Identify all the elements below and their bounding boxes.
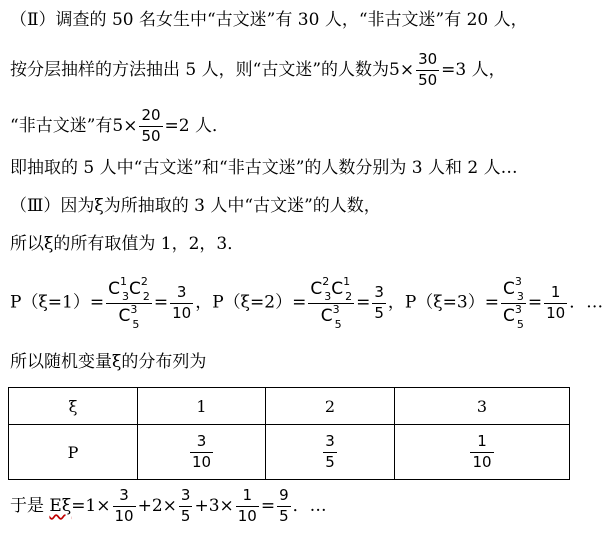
sup: 1 — [119, 275, 127, 288]
combination-c32 — [310, 275, 332, 304]
line-stratified-sampling — [10, 52, 506, 89]
numerator: 3 — [325, 431, 335, 450]
text: “非古文迷”有 — [10, 115, 113, 136]
fraction-combination-p3 — [501, 275, 526, 331]
probability-cell — [266, 425, 395, 480]
denominator: 10 — [546, 303, 566, 322]
denominator: 10 — [191, 452, 212, 471]
separator: ， — [195, 292, 213, 313]
denominator — [117, 302, 142, 331]
sub: 5 — [132, 317, 140, 331]
combination-c21 — [331, 275, 353, 304]
line-probabilities — [10, 275, 604, 331]
denominator: 5 — [325, 452, 335, 471]
numerator: 3 — [196, 431, 207, 450]
combination-c53 — [502, 302, 524, 331]
numerator: 3 — [176, 282, 187, 301]
equals: = — [527, 292, 543, 313]
numerator: 1 — [477, 431, 487, 450]
header-cell: 3 — [395, 388, 570, 425]
text: 5× — [112, 115, 138, 136]
numerator: 3 — [119, 486, 129, 504]
fraction — [113, 488, 136, 525]
c: C — [128, 278, 141, 299]
numerator: 1 — [242, 486, 253, 504]
sup: 3 — [332, 302, 340, 316]
table-row — [9, 425, 570, 480]
sub: 2 — [142, 290, 150, 304]
fraction — [277, 488, 291, 525]
denominator: 5 — [279, 506, 289, 525]
line-values-of-xi: 所以ξ的所有取值为 1，2，3． — [10, 234, 245, 254]
fraction-20-50 — [139, 108, 162, 145]
c: C — [108, 278, 120, 299]
fraction — [179, 488, 193, 525]
sub: 5 — [334, 317, 342, 331]
sub: 3 — [121, 290, 129, 304]
fraction-combination-p2 — [308, 275, 354, 331]
denominator — [319, 302, 344, 331]
header-cell: 2 — [266, 388, 395, 425]
denominator: 50 — [418, 70, 438, 89]
ending: ．… — [292, 495, 327, 516]
numerator: 9 — [279, 486, 289, 504]
denominator: 50 — [141, 126, 161, 145]
denominator: 10 — [472, 452, 492, 471]
separator: ， — [387, 292, 405, 313]
text: 按分层抽样的方法抽出 5 人，则“古文迷”的人数为 — [10, 59, 390, 80]
sub: 5 — [516, 317, 524, 331]
probability-cell — [395, 425, 570, 480]
numerator: 1 — [550, 282, 561, 301]
combination-c33 — [502, 275, 524, 304]
combination-c53 — [320, 302, 342, 331]
sub: 2 — [345, 290, 353, 304]
equals: = — [356, 292, 371, 313]
sup: 3 — [514, 302, 522, 316]
p3-label: P（ξ=3）= — [404, 292, 499, 313]
line-expectation — [10, 488, 327, 525]
header-cell: 1 — [138, 388, 266, 425]
expectation-symbol: Eξ — [49, 495, 72, 516]
sup: 1 — [343, 275, 351, 288]
distribution-table — [8, 387, 570, 480]
c: C — [310, 278, 323, 299]
text: =2 人． — [164, 115, 230, 136]
denominator: 10 — [114, 506, 134, 525]
fraction-3-10 — [170, 282, 193, 322]
row-label-cell: P — [9, 425, 138, 480]
text: 5× — [389, 59, 415, 80]
sub: 3 — [516, 290, 524, 304]
fraction-3-5 — [372, 282, 386, 322]
numerator: 3 — [374, 282, 384, 301]
denominator: 5 — [180, 506, 191, 525]
header-cell: ξ — [9, 388, 138, 425]
fraction — [323, 431, 337, 471]
fraction-combination-p1 — [106, 275, 152, 331]
line-non-fans-count — [10, 108, 229, 145]
line-sample-summary: 即抽取的 5 人中“古文迷”和“非古文迷”的人数分别为 3 人和 2 人… — [10, 158, 518, 178]
denominator — [501, 302, 526, 331]
line-part-ii-intro: （Ⅱ）调查的 50 名女生中“古文迷”有 30 人，“非古文迷”有 20 人， — [10, 10, 528, 30]
equals: = — [153, 292, 169, 313]
p1-label: P（ξ=1）= — [10, 292, 105, 313]
numerator — [308, 275, 354, 304]
fraction — [470, 431, 493, 471]
term: +2× — [137, 495, 177, 516]
combination-c31 — [108, 275, 129, 304]
fraction-30-50 — [416, 52, 439, 89]
c: C — [320, 306, 333, 327]
numerator: 3 — [180, 486, 191, 504]
table-row — [9, 388, 570, 425]
p2-label: P（ξ=2）= — [212, 292, 307, 313]
line-distribution-intro: 所以随机变量ξ的分布列为 — [10, 352, 207, 372]
sup: 2 — [140, 275, 148, 288]
denominator: 10 — [237, 506, 257, 525]
denominator: 10 — [172, 303, 192, 322]
fraction-1-10 — [544, 282, 567, 322]
sup: 3 — [130, 302, 138, 316]
numerator: 30 — [418, 50, 438, 68]
fraction — [236, 488, 259, 525]
numerator — [106, 275, 152, 304]
c: C — [331, 278, 344, 299]
term: +3× — [194, 495, 234, 516]
numerator — [501, 275, 526, 304]
probability-cell — [138, 425, 266, 480]
term: = — [260, 495, 276, 516]
fraction — [190, 431, 213, 471]
c: C — [502, 306, 515, 327]
denominator: 5 — [374, 303, 384, 322]
c: C — [118, 306, 131, 327]
sup: 2 — [322, 275, 330, 288]
combination-c22 — [128, 275, 150, 304]
text: =3 人， — [441, 59, 506, 80]
prefix: 于是 — [10, 495, 50, 516]
combination-c53 — [118, 302, 140, 331]
term: =1× — [71, 495, 111, 516]
ending: ．… — [569, 292, 604, 313]
c: C — [502, 278, 515, 299]
sup: 3 — [514, 275, 522, 288]
sub: 3 — [324, 290, 332, 304]
numerator: 20 — [141, 106, 161, 124]
line-part-iii-intro: （Ⅲ）因为ξ为所抽取的 3 人中“古文迷”的人数， — [10, 196, 381, 216]
